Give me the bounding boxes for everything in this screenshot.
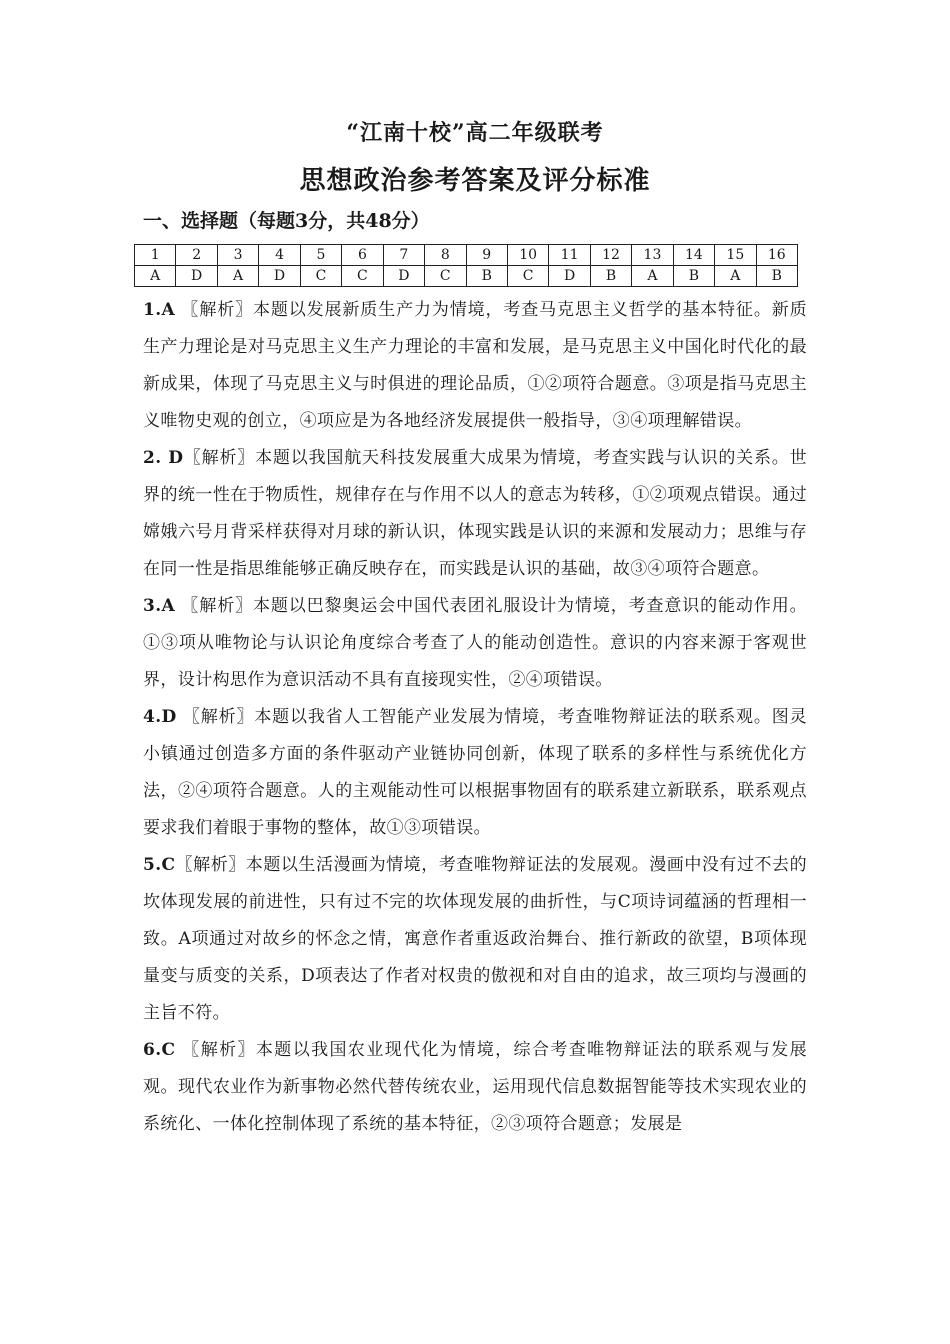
section-heading: 一、选择题（每题3分，共48分） — [143, 210, 430, 232]
explanation-text: 〖解析〗本题以发展新质生产力为情境，考查马克思主义哲学的基本特征。新质生产力理论是对马克思主义生产力理论的丰富和发展，是马克思主义中国化时代化的最新成果，体现了马克思主义与时俱进的理论品质，①②项符合题意。③项是指马克思主义唯物史观的创立，④项应是为各地经济发展提供一般指导，③④项理解错误。 — [143, 300, 807, 431]
question-number-cell: 10 — [507, 245, 548, 266]
question-number-cell: 5 — [300, 245, 341, 266]
explanation-4 — [143, 699, 807, 847]
answer-cell: C — [300, 266, 341, 287]
answer-cell: C — [507, 266, 548, 287]
document-title: 思想政治参考答案及评分标准 — [299, 166, 651, 196]
question-number-cell: 16 — [756, 245, 797, 266]
answer-cell: D — [549, 266, 590, 287]
question-number-cell: 7 — [383, 245, 424, 266]
question-label: 5.C — [143, 855, 176, 875]
explanation-1 — [143, 292, 807, 440]
question-number-cell: 2 — [176, 245, 217, 266]
question-number-row — [135, 245, 798, 266]
question-number-cell: 1 — [135, 245, 176, 266]
explanation-text: 〖解析〗本题以生活漫画为情境，考查唯物辩证法的发展观。漫画中没有过不去的坎体现发展的前进性，只有过不完的坎体现发展的曲折性，与C项诗词蕴涵的哲理相一致。A项通过对故乡的怀念之情，寓意作者重返政治舞台、推行新政的欲望，B项体现量变与质变的关系，D项表达了作者对权贵的傲视和对自由的追求，故三项均与漫画的主旨不符。 — [143, 855, 807, 1023]
explanation-text: 〖解析〗本题以我省人工智能产业发展为情境，考查唯物辩证法的联系观。图灵小镇通过创造多方面的条件驱动产业链协同创新，体现了联系的多样性与系统优化方法，②④项符合题意。人的主观能动性可以根据事物固有的联系建立新联系，联系观点要求我们着眼于事物的整体，故①③项错误。 — [143, 707, 807, 838]
question-number-cell: 14 — [673, 245, 714, 266]
answer-table — [134, 244, 798, 287]
explanation-2 — [143, 440, 807, 588]
explanation-text: 〖解析〗本题以巴黎奥运会中国代表团礼服设计为情境，考查意识的能动作用。①③项从唯物论与认识论角度综合考查了人的能动创造性。意识的内容来源于客观世界，设计构思作为意识活动不具有直接现实性，②④项错误。 — [143, 596, 807, 690]
explanation-text: 〖解析〗本题以我国农业现代化为情境，综合考查唯物辩证法的联系观与发展观。现代农业作为新事物必然代替传统农业，运用现代信息数据智能等技术实现农业的系统化、一体化控制体现了系统的基本特征，②③项符合题意；发展是 — [143, 1040, 807, 1134]
question-label: 2. D — [143, 448, 184, 468]
answer-cell: B — [756, 266, 797, 287]
answer-cell: A — [135, 266, 176, 287]
answer-cell: D — [259, 266, 300, 287]
question-number-cell: 13 — [632, 245, 673, 266]
explanations — [143, 292, 807, 1143]
question-label: 4.D — [143, 707, 177, 727]
question-label: 6.C — [143, 1040, 176, 1060]
answer-cell: B — [673, 266, 714, 287]
answer-cell: D — [383, 266, 424, 287]
question-number-cell: 3 — [217, 245, 258, 266]
question-number-cell: 9 — [466, 245, 507, 266]
question-number-cell: 15 — [715, 245, 756, 266]
answer-row — [135, 266, 798, 287]
exam-title: “江南十校”高二年级联考 — [346, 120, 604, 146]
explanation-3 — [143, 588, 807, 699]
answer-cell: A — [217, 266, 258, 287]
answer-cell: B — [466, 266, 507, 287]
answer-cell: D — [176, 266, 217, 287]
answer-cell: A — [632, 266, 673, 287]
answer-cell: C — [425, 266, 466, 287]
answer-cell: C — [342, 266, 383, 287]
question-number-cell: 4 — [259, 245, 300, 266]
question-label: 1.A — [143, 300, 176, 320]
question-label: 3.A — [143, 596, 176, 616]
answer-cell: B — [590, 266, 631, 287]
question-number-cell: 12 — [590, 245, 631, 266]
explanation-6 — [143, 1032, 807, 1143]
explanation-5 — [143, 847, 807, 1032]
explanation-text: 〖解析〗本题以我国航天科技发展重大成果为情境，考查实践与认识的关系。世界的统一性在于物质性，规律存在与作用不以人的意志为转移，①②项观点错误。通过嫦娥六号月背采样获得对月球的新认识，体现实践是认识的来源和发展动力；思维与存在同一性是指思维能够正确反映存在，而实践是认识的基础，故③④项符合题意。 — [143, 448, 808, 579]
answer-cell: A — [715, 266, 756, 287]
question-number-cell: 11 — [549, 245, 590, 266]
question-number-cell: 8 — [425, 245, 466, 266]
question-number-cell: 6 — [342, 245, 383, 266]
